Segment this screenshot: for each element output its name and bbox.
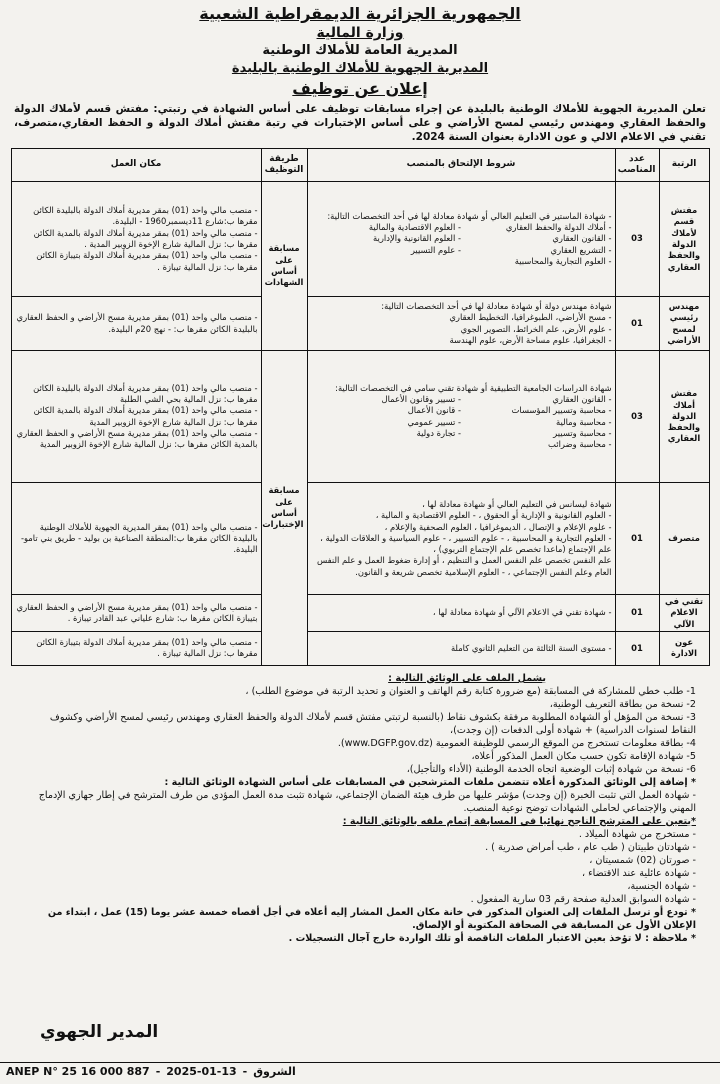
specialty-item: - علوم الإعلام و الإتصال ، الديموغرافيا ، العلوم الصحفية والإعلام ، — [384, 521, 612, 532]
document-item: - شهادة العمل التي تثبت الخبرة (إن وجدت) مؤشر عليها من طرف هيئة الضمان الإجتماعي، شهادة تثبت مدة العمل المؤدى من طرف المترشح في إطار جهازي الإدماج المهني والإجتماعي لحاملي الشهادات توضح نوعية المنصب. — [38, 789, 696, 814]
publication-date: 2025-01-13 — [166, 1065, 237, 1078]
specialty-item: - الجغرافيا، علوم مساحة الأرض، علوم الهندسة — [449, 334, 612, 345]
place-item: - منصب مالي واحد (01) بمقر مديرية مسح الأراضي و الحفظ العقاري بالمدية الكائن مقرها ب: نزل المالية شارع الإخوة الزوبير المدية — [16, 427, 258, 450]
specialty-item: - محاسبة وتسيير المؤسسات — [511, 405, 612, 416]
footer-bar — [0, 1062, 720, 1080]
footer-separator: - — [242, 1065, 248, 1078]
ministry-title: وزارة المالية — [316, 25, 404, 41]
positions-table — [11, 148, 710, 666]
specialty-item: - القانون العقاري — [552, 393, 612, 404]
table-row — [11, 483, 709, 595]
document-item: - شهادتان طبيتان ( طب عام ، طب أمراض صدرية ) . — [485, 841, 696, 853]
place-item: - منصب مالي واحد (01) بمقر مديرية أملاك الدولة بالمدية الكائن مقرها ب: نزل المالية شارع الإخوة الزوبير المدية . — [33, 227, 258, 249]
method-cell: مسابقة على أساس الإختبارات — [261, 351, 307, 666]
specialty-item: - أملاك الدولة والحفظ العقاري — [505, 222, 612, 233]
announcement-title: إعلان عن توظيف — [292, 79, 428, 98]
conditions-cell — [307, 297, 615, 351]
specialty-item: - محاسبة وضرائب — [548, 439, 612, 450]
specialty-item: - العلوم القانونية و الإدارية أو الحقوق ، - العلوم الاقتصادية و المالية ، — [375, 510, 612, 521]
document-item: - شهادة الجنسية، — [627, 880, 696, 892]
specialty-item: - علوم التسيير — [410, 244, 461, 255]
newspaper-name: الشروق — [253, 1065, 296, 1078]
specialty-item: - العلوم الاقتصادية والمالية — [368, 222, 461, 233]
header-count: عدد المناصب — [615, 149, 659, 182]
specialty-item: - تجارة دولية — [416, 427, 461, 438]
table-row — [11, 595, 709, 632]
document-item: 3- نسخة من المؤهل أو الشهادة المطلوبة مرفقة بكشوف نقاط (بالنسبة لرتبتي مفتش قسم لأملاك الدولة والحفظ العقاري ومهندس رئيسي لمسح الأراضي وكشوف النقاط لسنوات الدراسية) + شهادة أولى الدفعات (إن وجدت)، — [49, 711, 696, 736]
header-rank: الرتبة — [659, 149, 709, 182]
header-conditions: شروط الإلتحاق بالمنصب — [307, 149, 615, 182]
place-item: - منصب مالي واحد (01) بمقر مديرية أملاك الدولة بالبليدة الكائن مقرها ب: نزل المالية بحي الشي الطلبة — [33, 382, 258, 404]
rank-cell: عون الادارة — [659, 631, 709, 665]
footer-separator: - — [155, 1065, 161, 1078]
place-item: - منصب مالي واحد (01) بمقر مديرية أملاك الدولة بالبليدة الكائن مقرها ب:شارع 11ديسمبر1960 - البليدة. — [33, 205, 258, 227]
specialty-item: - تسيير وقانون الأعمال — [381, 393, 461, 404]
documents-title: يشمل الملف على الوثائق التالية : — [388, 672, 546, 684]
document-item: 2- نسخة من بطاقة التعريف الوطنية، — [549, 698, 696, 710]
specialty-item: - التشريع العقاري — [550, 244, 612, 255]
place-cell — [11, 351, 261, 483]
conditions-title: شهادة الدراسات الجامعية التطبيقية أو شهادة تقني سامي في التخصصات التالية: — [335, 382, 612, 393]
count-cell: 01 — [615, 483, 659, 595]
table-row — [11, 351, 709, 483]
table-header-row — [11, 149, 709, 182]
count-cell: 01 — [615, 631, 659, 665]
place-item: - منصب مالي واحد (01) بمقر مديرية أملاك الدولة بتيبازة الكائن مقرها ب: نزل المالية تيبازة . — [36, 250, 258, 272]
count-cell: 01 — [615, 297, 659, 351]
remark-note: * ملاحظة : لا تؤخذ بعين الاعتبار الملفات الناقصة أو تلك الواردة خارج آجال التسجيلات . — [288, 932, 696, 944]
conditions-title: شهادة مهندس دولة أو شهادة معادلة لها في أحد التخصصات التالية: — [381, 300, 612, 311]
conditions-title: - شهادة الماستير في التعليم العالي أو شهادة معادلة لها في أحد التخصصات التالية: — [327, 210, 612, 221]
place-item: - منصب مالي واحد (01) بمقر مديرية مسح الأراضي و الحفظ العقاري بالبليدة الكائن مقرها ب: - نهج 20م البليدة. — [16, 312, 258, 334]
table-row — [11, 297, 709, 351]
conditions-cell — [307, 351, 615, 483]
document-item: - شهادة عائلية عند الاقتضاء ، — [581, 867, 696, 879]
conditions-title: شهادة ليسانس في التعليم العالي أو شهادة معادلة لها ، — [422, 498, 612, 509]
place-cell: - منصب مالي واحد (01) بمقر مديرية أملاك الدولة بتيبازة الكائن مقرها ب: نزل المالية تيبازة . — [11, 631, 261, 665]
specialty-item: - قانون الأعمال — [407, 405, 461, 416]
place-cell — [11, 297, 261, 351]
place-cell — [11, 483, 261, 595]
document-item: - شهادة السوابق العدلية صفحة رقم 03 سارية المفعول . — [470, 893, 696, 905]
specialty-item: - القانون العقاري — [552, 233, 612, 244]
specialty-item: - العلوم القانونية والإدارية — [373, 233, 461, 244]
specialty-item: - العلوم التجارية و المحاسبية ، - علوم التسيير ، - علوم السياسية و العلاقات الدولية ، — [320, 532, 612, 543]
intro-paragraph: تعلن المديرية الجهوية للأملاك الوطنية بالبليدة عن إجراء مسابقات توظيف على أساس الشهادة في رتبتي: مفتش قسم لأملاك الدولة والحفظ العقاري ومهندس رئيسي لمسح الأراضي و على أساس الإختبارات في رتبة مفتش أملاك الدولة و الحفظ العقاري،متصرف، تقني في الاعلام الالي و عون الادارة بعنوان السنة 2024. — [14, 103, 706, 143]
republic-title: الجمهورية الجزائرية الديمقراطية الشعبية — [199, 4, 521, 23]
specialty-item: - مسح الأراضي، الطبوغرافيا، التخطيط العقاري — [449, 312, 612, 323]
count-cell: 03 — [615, 182, 659, 297]
place-cell — [11, 182, 261, 297]
document-item: 1- طلب خطي للمشاركة في المسابقة (مع ضرورة كتابة رقم الهاتف و العنوان و تحديد الرتبة في موضوع الطلب) ، — [245, 685, 696, 697]
conditions-cell — [307, 182, 615, 297]
place-cell: - منصب مالي واحد (01) بمقر مديرية مسح الأراضي و الحفظ العقاري بتيبازة الكائن مقرها ب: شارع علياني عبد القادر تيبازة . — [11, 595, 261, 632]
directorate-general: المديرية العامة للأملاك الوطنية — [262, 43, 458, 58]
document-item: - صورتان (02) شمسيتان ، — [589, 854, 696, 866]
deposit-note: * تودع أو ترسل الملفات إلى العنوان المذكور في خانة مكان العمل المشار إليه أعلاه في أجل أقصاه خمسة عشر يوما (15) عمل ، ابتداء من الإعلان الأول عن المسابقة في الصحافة المكتوبة أو الإلصاق. — [47, 906, 696, 931]
specialty-item: - محاسبة وتسيير — [553, 427, 612, 438]
directorate-regional: المديرية الجهوية للأملاك الوطنية بالبليدة — [231, 61, 489, 76]
header-place: مكان العمل — [11, 149, 261, 182]
document-item: - مستخرج من شهادة الميلاد . — [578, 828, 696, 840]
conditions-cell: - مستوى السنة الثالثة من التعليم الثانوي كاملة — [307, 631, 615, 665]
conditions-cell — [307, 483, 615, 595]
specialty-item: علم النفس تخصص علم النفس العمل و التنظيم ، أو إدارة ضغوط العمل و علم النفس العام وعلم النفس الإجتماعي ، - العلوم الإسلامية تخصص شريعة و القانون. — [317, 555, 612, 577]
specialty-list — [311, 222, 612, 267]
count-cell: 03 — [615, 351, 659, 483]
header — [10, 4, 710, 100]
specialty-item: علم الإجتماع (ماعدا تخصص علم الإجتماع التربوي) ، — [433, 544, 612, 555]
rank-cell: تقني في الاعلام الآلي — [659, 595, 709, 632]
specialty-list — [311, 394, 612, 450]
rank-cell: مفتش أملاك الدولة والحفظ العقاري — [659, 351, 709, 483]
place-item: - منصب مالي واحد (01) بمقر مديرية أملاك الدولة بالمدية الكائن مقرها ب: نزل المالية شارع الإخوة الزوبير المدية — [33, 405, 258, 427]
specialty-item: - العلوم التجارية والمحاسبية — [514, 255, 612, 266]
conditions-cell: - شهادة تقني في الاعلام الآلي أو شهادة معادلة لها ، — [307, 595, 615, 632]
rank-cell: مهندس رئيسي لمسح الأراضي — [659, 297, 709, 351]
specialty-item: - تسيير عمومي — [407, 416, 461, 427]
documents-section — [24, 672, 696, 945]
method-cell: مسابقة على أساس الشهادات — [261, 182, 307, 351]
table-row — [11, 631, 709, 665]
specialty-item: - محاسبة ومالية — [556, 416, 612, 427]
signature: المدير الجهوي — [40, 1022, 159, 1042]
rank-cell: متصرف — [659, 483, 709, 595]
table-row — [11, 182, 709, 297]
header-method: طريقة التوظيف — [261, 149, 307, 182]
successful-candidate-note: *يتعين على المترشح الناجح نهائيا في المسابقة إتمام ملفه بالوثائق التالية : — [342, 815, 696, 827]
document-item: 4- بطاقة معلومات تستخرج من الموقع الرسمي للوظيفة العمومية (www.DGFP.gov.dz). — [337, 737, 696, 749]
document-item: 5- شهادة الإقامة تكون حسب مكان العمل المذكور أعلاه، — [471, 750, 696, 762]
place-item: - منصب مالي واحد (01) بمقر المديرية الجهوية للأملاك الوطنية بالبليدة الكائن مقرها ب:المنطقة الصناعية بن بوليد - طريق بني تامو- البليدة. — [20, 521, 258, 555]
anep-number: ANEP N° 25 16 000 887 — [6, 1065, 150, 1078]
rank-cell: مفتش قسم لأملاك الدولة والحفظ العقاري — [659, 182, 709, 297]
count-cell: 01 — [615, 595, 659, 632]
additional-docs-note: * إضافة إلى الوثائق المذكورة أعلاه تتضمن ملفات المترشحين في المسابقات على أساس الشهادة الوثائق التالية : — [164, 776, 696, 788]
document-item: 6- نسخة من شهادة إثبات الوضعية اتجاه الخدمة الوطنية (الأداء والتأجيل)، — [406, 763, 696, 775]
specialty-item: - علوم الأرض، علم الخرائط، التصوير الجوي — [460, 323, 612, 334]
